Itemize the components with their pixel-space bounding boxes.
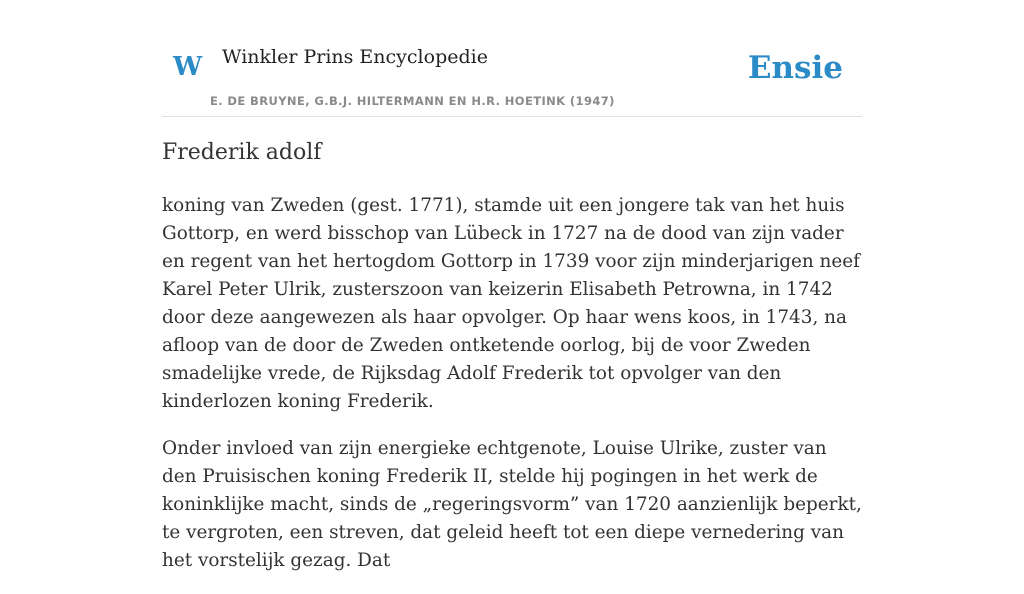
header <box>162 0 862 117</box>
article-paragraph: koning van Zweden (gest. 1771), stamde uit een jongere tak van het huis Gottorp, en werd bisschop van Lübeck in 1727 na de dood van zijn vader en regent van het hertogdom Gottorp in 1739 voor zijn minderjarigen neef Karel Peter Ulrik, zusterszoon van keizerin Elisabeth Petrowna, in 1742 door deze aangewezen als haar opvolger. Op haar wens koos, in 1743, na afloop van de door de Zweden ontketende oorlog, bij de voor Zweden smadelijke vrede, de Rijksdag Adolf Frederik tot opvolger van den kinderlozen koning Frederik. <box>162 195 860 412</box>
article-paragraph: Onder invloed van zijn energieke echtgenote, Louise Ulrike, zuster van den Pruisischen koning Frederik II, stelde hij pogingen in het werk de koninklijke macht, sinds de „regeringsvorm” van 1720 aanzienlijk beperkt, te vergroten, een streven, dat geleid heeft tot een diepe vernedering van het vorstelijk gezag. Dat <box>162 438 862 571</box>
ensie-logo[interactable]: Ensie <box>747 50 843 86</box>
winkler-prins-logo-icon[interactable]: W <box>173 52 203 82</box>
article-body <box>162 192 862 594</box>
source-authors: E. DE BRUYNE, G.B.J. HILTERMANN EN H.R. HOETINK (1947) <box>210 94 615 108</box>
source-title[interactable]: Winkler Prins Encyclopedie <box>222 46 488 68</box>
article-title: Frederik adolf <box>162 140 322 165</box>
